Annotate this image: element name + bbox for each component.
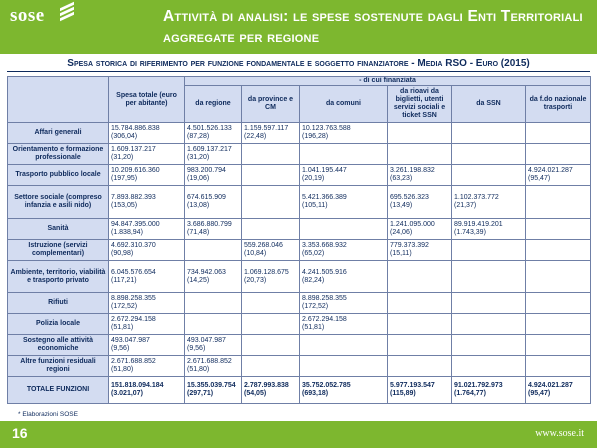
table-cell (388, 165, 452, 186)
cell-value: 2.671.688.852 (111, 358, 156, 365)
table-cell (452, 123, 526, 144)
table-cell (388, 144, 452, 165)
table-cell (300, 314, 388, 335)
cell-per-capita: (95,47) (528, 390, 551, 397)
table-cell (388, 240, 452, 261)
cell-value: 1.159.597.117 (244, 125, 289, 132)
table-subtitle: Spesa storica di riferimento per funzione fondamentale e soggetto finanziatore - Media RSO - Euro (2015) (7, 58, 590, 72)
cell-per-capita: (63,23) (390, 175, 413, 182)
col-header: da f.do nazionale trasporti (526, 86, 591, 123)
table-cell (109, 186, 185, 219)
table-cell (242, 165, 300, 186)
spending-table (7, 76, 591, 404)
cell-per-capita: (90,98) (111, 250, 134, 257)
table-cell (452, 240, 526, 261)
cell-per-capita: (115,89) (390, 390, 416, 397)
table-cell (242, 144, 300, 165)
cell-value: 89.919.419.201 (454, 221, 503, 228)
table-cell (526, 293, 591, 314)
cell-per-capita: (31,20) (111, 154, 134, 161)
table-cell (300, 293, 388, 314)
table-cell (242, 314, 300, 335)
table-row (8, 144, 591, 165)
cell-per-capita: (1.743,39) (454, 229, 486, 236)
table-cell (452, 377, 526, 404)
table-cell (185, 356, 242, 377)
table-row (8, 335, 591, 356)
slide-title: Attività di analisi: le spese sostenute dagli Enti Territoriali aggregate per regione (163, 8, 583, 46)
table-cell (109, 377, 185, 404)
cell-per-capita: (19,06) (187, 175, 210, 182)
cell-per-capita: (9,56) (111, 345, 130, 352)
table-cell (242, 240, 300, 261)
table-cell (242, 293, 300, 314)
cell-per-capita: (22,48) (244, 133, 267, 140)
cell-value: 3.686.880.799 (187, 221, 232, 228)
cell-per-capita: (51,80) (111, 366, 134, 373)
cell-value: 4.924.021.287 (528, 167, 573, 174)
table-cell (185, 377, 242, 404)
cell-per-capita: (117,21) (111, 276, 137, 284)
row-label: Trasporto pubblico locale (8, 165, 109, 186)
table-cell (109, 314, 185, 335)
col-header-total: Spesa totale (euro per abitante) (109, 77, 185, 123)
table-cell (185, 186, 242, 219)
cell-value: 2.671.688.852 (187, 358, 232, 365)
col-header: da regione (185, 86, 242, 123)
cell-per-capita: (105,11) (302, 202, 328, 209)
cell-per-capita: (54,05) (244, 390, 267, 397)
table-cell (242, 186, 300, 219)
cell-value: 3.353.668.932 (302, 242, 347, 249)
table-cell (300, 261, 388, 293)
table-cell (109, 144, 185, 165)
cell-per-capita: (14,25) (187, 276, 210, 284)
cell-per-capita: (51,81) (302, 324, 325, 331)
slide-header (0, 0, 597, 54)
cell-value: 2.672.294.158 (302, 316, 347, 323)
table-cell (109, 240, 185, 261)
cell-value: 4.241.505.916 (302, 268, 347, 276)
row-label: Altre funzioni residuali regioni (8, 356, 109, 377)
table-cell (388, 261, 452, 293)
cell-per-capita: (65,02) (302, 250, 325, 257)
col-header: da comuni (300, 86, 388, 123)
table-cell (526, 335, 591, 356)
cell-value: 559.268.046 (244, 242, 283, 249)
cell-value: 779.373.392 (390, 242, 429, 249)
cell-value: 5.977.193.547 (390, 382, 435, 389)
cell-per-capita: (20,73) (244, 276, 267, 284)
table-cell (300, 240, 388, 261)
cell-value: 4.924.021.287 (528, 382, 573, 389)
table-cell (452, 144, 526, 165)
table-cell (185, 335, 242, 356)
cell-value: 983.200.794 (187, 167, 226, 174)
table-cell (526, 314, 591, 335)
cell-value: 1.609.137.217 (111, 146, 156, 153)
cell-per-capita: (51,81) (111, 324, 134, 331)
cell-per-capita: (21,37) (454, 202, 477, 209)
cell-value: 94.847.395.000 (111, 221, 160, 228)
table-cell (109, 261, 185, 293)
cell-value: 1.609.137.217 (187, 146, 232, 153)
table-cell (526, 123, 591, 144)
cell-value: 493.047.987 (187, 337, 226, 344)
table-cell (526, 261, 591, 293)
table-cell (452, 186, 526, 219)
row-label: Sanità (8, 219, 109, 240)
table-cell (109, 165, 185, 186)
table-cell (242, 123, 300, 144)
table-cell (300, 186, 388, 219)
cell-value: 493.047.987 (111, 337, 150, 344)
cell-per-capita: (10,84) (244, 250, 267, 257)
page-number: 16 (12, 425, 28, 441)
cell-per-capita: (15,11) (390, 250, 412, 257)
table-cell (242, 261, 300, 293)
cell-value: 91.021.792.973 (454, 382, 503, 389)
cell-per-capita: (51,80) (187, 366, 210, 373)
table-cell (185, 261, 242, 293)
row-label: Settore sociale (compreso infanzia e asili nido) (8, 186, 109, 219)
cell-value: 1.102.373.772 (454, 194, 499, 201)
row-label: Rifiuti (8, 293, 109, 314)
cell-value: 10.209.616.360 (111, 167, 160, 174)
cell-per-capita: (31,20) (187, 154, 210, 161)
logo-mark-icon (60, 5, 74, 21)
table-cell (185, 144, 242, 165)
cell-per-capita: (1.764,77) (454, 390, 486, 397)
sose-logo: sose (10, 5, 45, 26)
cell-per-capita: (9,56) (187, 345, 206, 352)
cell-value: 2.672.294.158 (111, 316, 156, 323)
table-cell (300, 219, 388, 240)
table-row (8, 261, 591, 293)
table-row (8, 356, 591, 377)
table-cell (452, 165, 526, 186)
table-cell (452, 293, 526, 314)
table-cell (242, 377, 300, 404)
cell-value: 8.898.258.355 (302, 295, 347, 302)
table-cell (388, 186, 452, 219)
website-link[interactable]: www.sose.it (535, 428, 584, 439)
table-cell (388, 293, 452, 314)
row-label: TOTALE FUNZIONI (8, 377, 109, 404)
table-cell (242, 356, 300, 377)
cell-per-capita: (87,28) (187, 133, 210, 140)
table-row (8, 377, 591, 404)
source-note: * Elaborazioni SOSE (18, 411, 78, 418)
cell-per-capita: (13,08) (187, 202, 210, 209)
table-cell (526, 219, 591, 240)
cell-value: 151.818.094.184 (111, 382, 164, 389)
cell-per-capita: (196,28) (302, 133, 329, 140)
group-header: - di cui finanziata (185, 77, 591, 86)
cell-per-capita: (13,49) (390, 202, 413, 209)
table-cell (452, 314, 526, 335)
col-header: da rioavi da biglietti, utenti servizi sociali e ticket SSN (388, 86, 452, 123)
row-label: Sostegno alle attività economiche (8, 335, 109, 356)
table-cell (526, 144, 591, 165)
cell-per-capita: (1.838,94) (111, 229, 143, 236)
table-cell (185, 293, 242, 314)
table-cell (185, 240, 242, 261)
row-label: Istruzione (servizi complementari) (8, 240, 109, 261)
cell-value: 1.241.095.000 (390, 221, 435, 228)
table-cell (109, 123, 185, 144)
table-cell (388, 356, 452, 377)
table-cell (300, 356, 388, 377)
table-cell (300, 144, 388, 165)
cell-value: 1.069.128.675 (244, 268, 289, 276)
cell-per-capita: (306,04) (111, 133, 138, 140)
table-cell (109, 293, 185, 314)
cell-per-capita: (297,71) (187, 390, 214, 397)
cell-per-capita: (20,19) (302, 175, 325, 182)
cell-value: 8.898.258.355 (111, 295, 156, 302)
table-cell (388, 314, 452, 335)
table-cell (242, 219, 300, 240)
table-cell (452, 261, 526, 293)
table-cell (526, 377, 591, 404)
table-row (8, 165, 591, 186)
table-row (8, 219, 591, 240)
table-cell (109, 219, 185, 240)
table-row (8, 240, 591, 261)
table-cell (526, 165, 591, 186)
cell-value: 1.041.195.447 (302, 167, 347, 174)
cell-value: 3.261.198.832 (390, 167, 435, 174)
cell-per-capita: (71,48) (187, 229, 210, 236)
row-label: Polizia locale (8, 314, 109, 335)
table-cell (388, 335, 452, 356)
cell-per-capita: (172,52) (302, 303, 329, 310)
table-row (8, 123, 591, 144)
cell-value: 2.787.993.838 (244, 382, 289, 389)
cell-value: 734.942.063 (187, 268, 226, 276)
cell-per-capita: (197,95) (111, 175, 138, 182)
cell-value: 4.501.526.133 (187, 125, 232, 132)
cell-per-capita: (693,18) (302, 390, 329, 397)
header-blank (8, 77, 109, 123)
cell-per-capita: (24,06) (390, 229, 413, 236)
table-cell (300, 165, 388, 186)
table-cell (526, 186, 591, 219)
table-cell (300, 335, 388, 356)
table-cell (300, 123, 388, 144)
table-cell (452, 219, 526, 240)
table-row (8, 314, 591, 335)
cell-per-capita: (153,05) (111, 202, 138, 209)
table-cell (452, 335, 526, 356)
table-cell (109, 356, 185, 377)
col-header: da SSN (452, 86, 526, 123)
cell-value: 15.355.039.754 (187, 382, 236, 389)
table-cell (185, 314, 242, 335)
table-cell (300, 377, 388, 404)
table-cell (185, 219, 242, 240)
cell-value: 15.784.886.838 (111, 125, 160, 132)
table-row (8, 293, 591, 314)
cell-value: 674.615.909 (187, 194, 226, 201)
table-cell (242, 335, 300, 356)
table-cell (388, 377, 452, 404)
row-label: Ambiente, territorio, viabilità e trasporto privato (8, 261, 109, 293)
table-cell (452, 356, 526, 377)
table-cell (388, 123, 452, 144)
col-header: da province e CM (242, 86, 300, 123)
cell-value: 10.123.763.588 (302, 125, 351, 132)
table-cell (388, 219, 452, 240)
table-cell (109, 335, 185, 356)
table-row (8, 186, 591, 219)
row-label: Orientamento e formazione professionale (8, 144, 109, 165)
cell-value: 4.692.310.370 (111, 242, 156, 249)
cell-value: 35.752.052.785 (302, 382, 351, 389)
cell-per-capita: (95,47) (528, 175, 551, 182)
table-cell (526, 240, 591, 261)
row-label: Affari generali (8, 123, 109, 144)
slide-footer (0, 421, 597, 448)
cell-value: 7.893.882.393 (111, 194, 156, 201)
cell-value: 6.045.576.654 (111, 268, 156, 276)
table-cell (185, 165, 242, 186)
cell-per-capita: (172,52) (111, 303, 138, 310)
table-cell (185, 123, 242, 144)
cell-value: 5.421.366.389 (302, 194, 347, 201)
table-cell (526, 356, 591, 377)
cell-per-capita: (3.021,07) (111, 390, 143, 397)
cell-value: 695.526.323 (390, 194, 429, 201)
cell-per-capita: (82,24) (302, 276, 325, 284)
